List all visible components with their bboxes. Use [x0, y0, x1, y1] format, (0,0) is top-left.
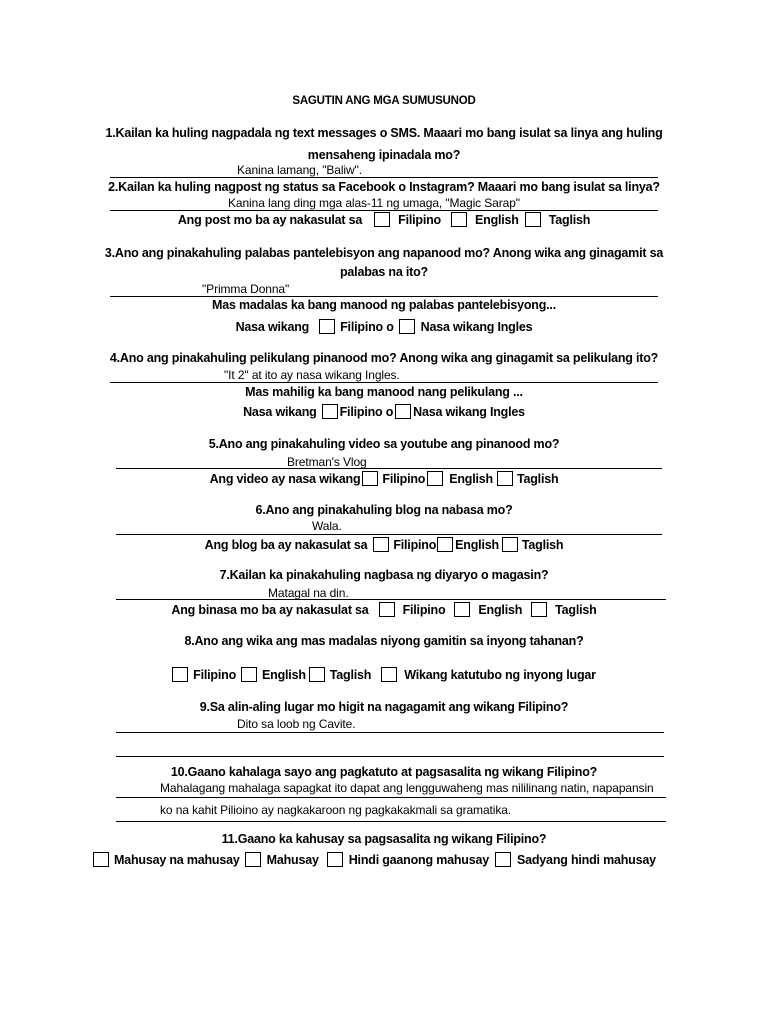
answer-1: Kanina lamang, "Baliw".: [237, 163, 362, 177]
q6-filipino-checkbox[interactable]: [373, 537, 389, 552]
q11-not-so-skilled-checkbox[interactable]: [327, 852, 343, 867]
answer-10-line-1: Mahalagang mahalaga sapagkat ito dapat ang lengguwaheng mas nililinang natin, napapansin: [160, 781, 654, 795]
q11-skilled-label: Mahusay: [266, 852, 319, 867]
q4-filipino-checkbox[interactable]: [322, 404, 338, 419]
q2-english-checkbox[interactable]: [451, 212, 467, 227]
q6-english-label: English: [455, 537, 499, 552]
answer-line-9a: [116, 732, 664, 733]
q5-english-checkbox[interactable]: [427, 471, 443, 486]
question-2: 2.Kailan ka huling nagpost ng status sa Facebook o Instagram? Maaari mo bang isulat sa linya?: [108, 180, 660, 194]
question-1-line-1: 1.Kailan ka huling nagpadala ng text messages o SMS. Maaari mo bang isulat sa linya ang huling: [105, 126, 663, 140]
q3-filipino-checkbox[interactable]: [319, 319, 335, 334]
answer-line-10a: [116, 797, 666, 798]
answer-2: Kanina lang ding mga alas-11 ng umaga, "Magic Sarap": [228, 196, 520, 210]
question-10: 10.Gaano kahalaga sayo ang pagkatuto at pagsasalita ng wikang Filipino?: [170, 765, 598, 779]
q6-filipino-label: Filipino: [393, 537, 437, 552]
q6-english-checkbox[interactable]: [437, 537, 453, 552]
q2-taglish-label: Taglish: [548, 212, 591, 227]
q4-ingles-label: Nasa wikang Ingles: [413, 404, 525, 419]
q2-taglish-checkbox[interactable]: [525, 212, 541, 227]
answer-line-5: [116, 468, 662, 469]
q3-ingles-label: Nasa wikang Ingles: [420, 319, 533, 334]
answer-line-3: [110, 296, 658, 297]
q7-english-checkbox[interactable]: [454, 602, 470, 617]
q7-filipino-checkbox[interactable]: [379, 602, 395, 617]
question-7-options: [0, 601, 768, 618]
question-11: 11.Gaano ka kahusay sa pagsasalita ng wikang Filipino?: [221, 832, 547, 846]
answer-line-4: [110, 382, 658, 383]
q8-filipino-label: Filipino: [193, 667, 237, 682]
answer-line-10b: [116, 821, 666, 822]
answer-line-9b: [116, 756, 664, 757]
question-4-options: [0, 403, 768, 420]
q8-english-checkbox[interactable]: [241, 667, 257, 682]
q8-taglish-label: Taglish: [329, 667, 372, 682]
answer-6: Wala.: [312, 519, 342, 533]
answer-line-7: [116, 599, 666, 600]
q11-skilled-checkbox[interactable]: [245, 852, 261, 867]
question-5-option-prompt: Ang video ay nasa wikang: [209, 471, 361, 486]
q6-taglish-label: Taglish: [521, 537, 564, 552]
question-7: 7.Kailan ka pinakahuling nagbasa ng diyaryo o magasin?: [219, 568, 549, 582]
q7-taglish-label: Taglish: [555, 602, 597, 617]
question-4: 4.Ano ang pinakahuling pelikulang pinanood mo? Anong wika ang ginagamit sa pelikulang ito?: [109, 351, 659, 365]
question-3-line-1: 3.Ano ang pinakahuling palabas pantelebisyon ang napanood mo? Anong wika ang ginagamit sa: [104, 246, 664, 260]
q3-ingles-checkbox[interactable]: [399, 319, 415, 334]
q4-ingles-checkbox[interactable]: [395, 404, 411, 419]
answer-4: "It 2" at ito ay nasa wikang Ingles.: [224, 368, 400, 382]
question-4-option-prompt: Nasa wikang: [243, 404, 317, 419]
question-3-sub: Mas madalas ka bang manood ng palabas pantelebisyong...: [212, 298, 556, 312]
question-5: 5.Ano ang pinakahuling video sa youtube ang pinanood mo?: [208, 437, 560, 451]
q7-filipino-label: Filipino: [402, 602, 446, 617]
q7-english-label: English: [478, 602, 523, 617]
q5-taglish-checkbox[interactable]: [497, 471, 513, 486]
question-6: 6.Ano ang pinakahuling blog na nabasa mo?: [255, 503, 513, 517]
question-6-options: [0, 536, 768, 553]
answer-10-line-2: ko na kahit Pilioino ay nagkakaroon ng pagkakakmali sa gramatika.: [160, 803, 512, 817]
question-5-options: [0, 470, 768, 487]
q2-english-label: English: [475, 212, 519, 227]
answer-line-6: [116, 534, 662, 535]
q8-katutubo-checkbox[interactable]: [381, 667, 397, 682]
q5-taglish-label: Taglish: [516, 471, 559, 486]
answer-9: Dito sa loob ng Cavite.: [237, 717, 356, 731]
q11-very-skilled-checkbox[interactable]: [93, 852, 109, 867]
page-title: SAGUTIN ANG MGA SUMUSUNOD: [292, 95, 476, 107]
answer-5: Bretman's Vlog: [287, 455, 367, 469]
q2-filipino-label: Filipino: [398, 212, 441, 227]
q5-english-label: English: [449, 471, 493, 486]
question-2-option-prompt: Ang post mo ba ay nakasulat sa: [177, 212, 363, 227]
question-2-options: [0, 211, 768, 228]
question-1-line-2: mensaheng ipinadala mo?: [307, 148, 461, 162]
q5-filipino-checkbox[interactable]: [362, 471, 378, 486]
question-3-line-2: palabas na ito?: [340, 265, 428, 279]
question-8: 8.Ano ang wika ang mas madalas niyong gamitin sa inyong tahanan?: [184, 634, 584, 648]
q11-very-skilled-label: Mahusay na mahusay: [114, 852, 240, 867]
q6-taglish-checkbox[interactable]: [502, 537, 518, 552]
question-3-options: [0, 318, 768, 335]
answer-3: "Primma Donna": [202, 282, 290, 296]
q5-filipino-label: Filipino: [382, 471, 426, 486]
question-7-option-prompt: Ang binasa mo ba ay nakasulat sa: [171, 602, 369, 617]
q7-taglish-checkbox[interactable]: [531, 602, 547, 617]
question-9: 9.Sa alin-aling lugar mo higit na nagagamit ang wikang Filipino?: [199, 700, 569, 714]
q3-filipino-label: Filipino o: [340, 319, 394, 334]
question-4-sub: Mas mahilig ka bang manood nang pelikulang ...: [245, 385, 523, 399]
question-11-options: [0, 851, 768, 868]
q8-english-label: English: [262, 667, 306, 682]
q11-not-so-skilled-label: Hindi gaanong mahusay: [348, 852, 489, 867]
q11-not-skilled-label: Sadyang hindi mahusay: [516, 852, 656, 867]
q11-not-skilled-checkbox[interactable]: [495, 852, 511, 867]
q2-filipino-checkbox[interactable]: [374, 212, 390, 227]
question-3-option-prompt: Nasa wikang: [235, 319, 310, 334]
question-8-options: [0, 666, 768, 683]
q8-filipino-checkbox[interactable]: [172, 667, 188, 682]
q8-katutubo-label: Wikang katutubo ng inyong lugar: [404, 667, 596, 682]
answer-line-1: [110, 177, 658, 178]
question-6-option-prompt: Ang blog ba ay nakasulat sa: [204, 537, 368, 552]
q4-filipino-label: Filipino o: [339, 404, 394, 419]
q8-taglish-checkbox[interactable]: [309, 667, 325, 682]
answer-7: Matagal na din.: [268, 586, 349, 600]
